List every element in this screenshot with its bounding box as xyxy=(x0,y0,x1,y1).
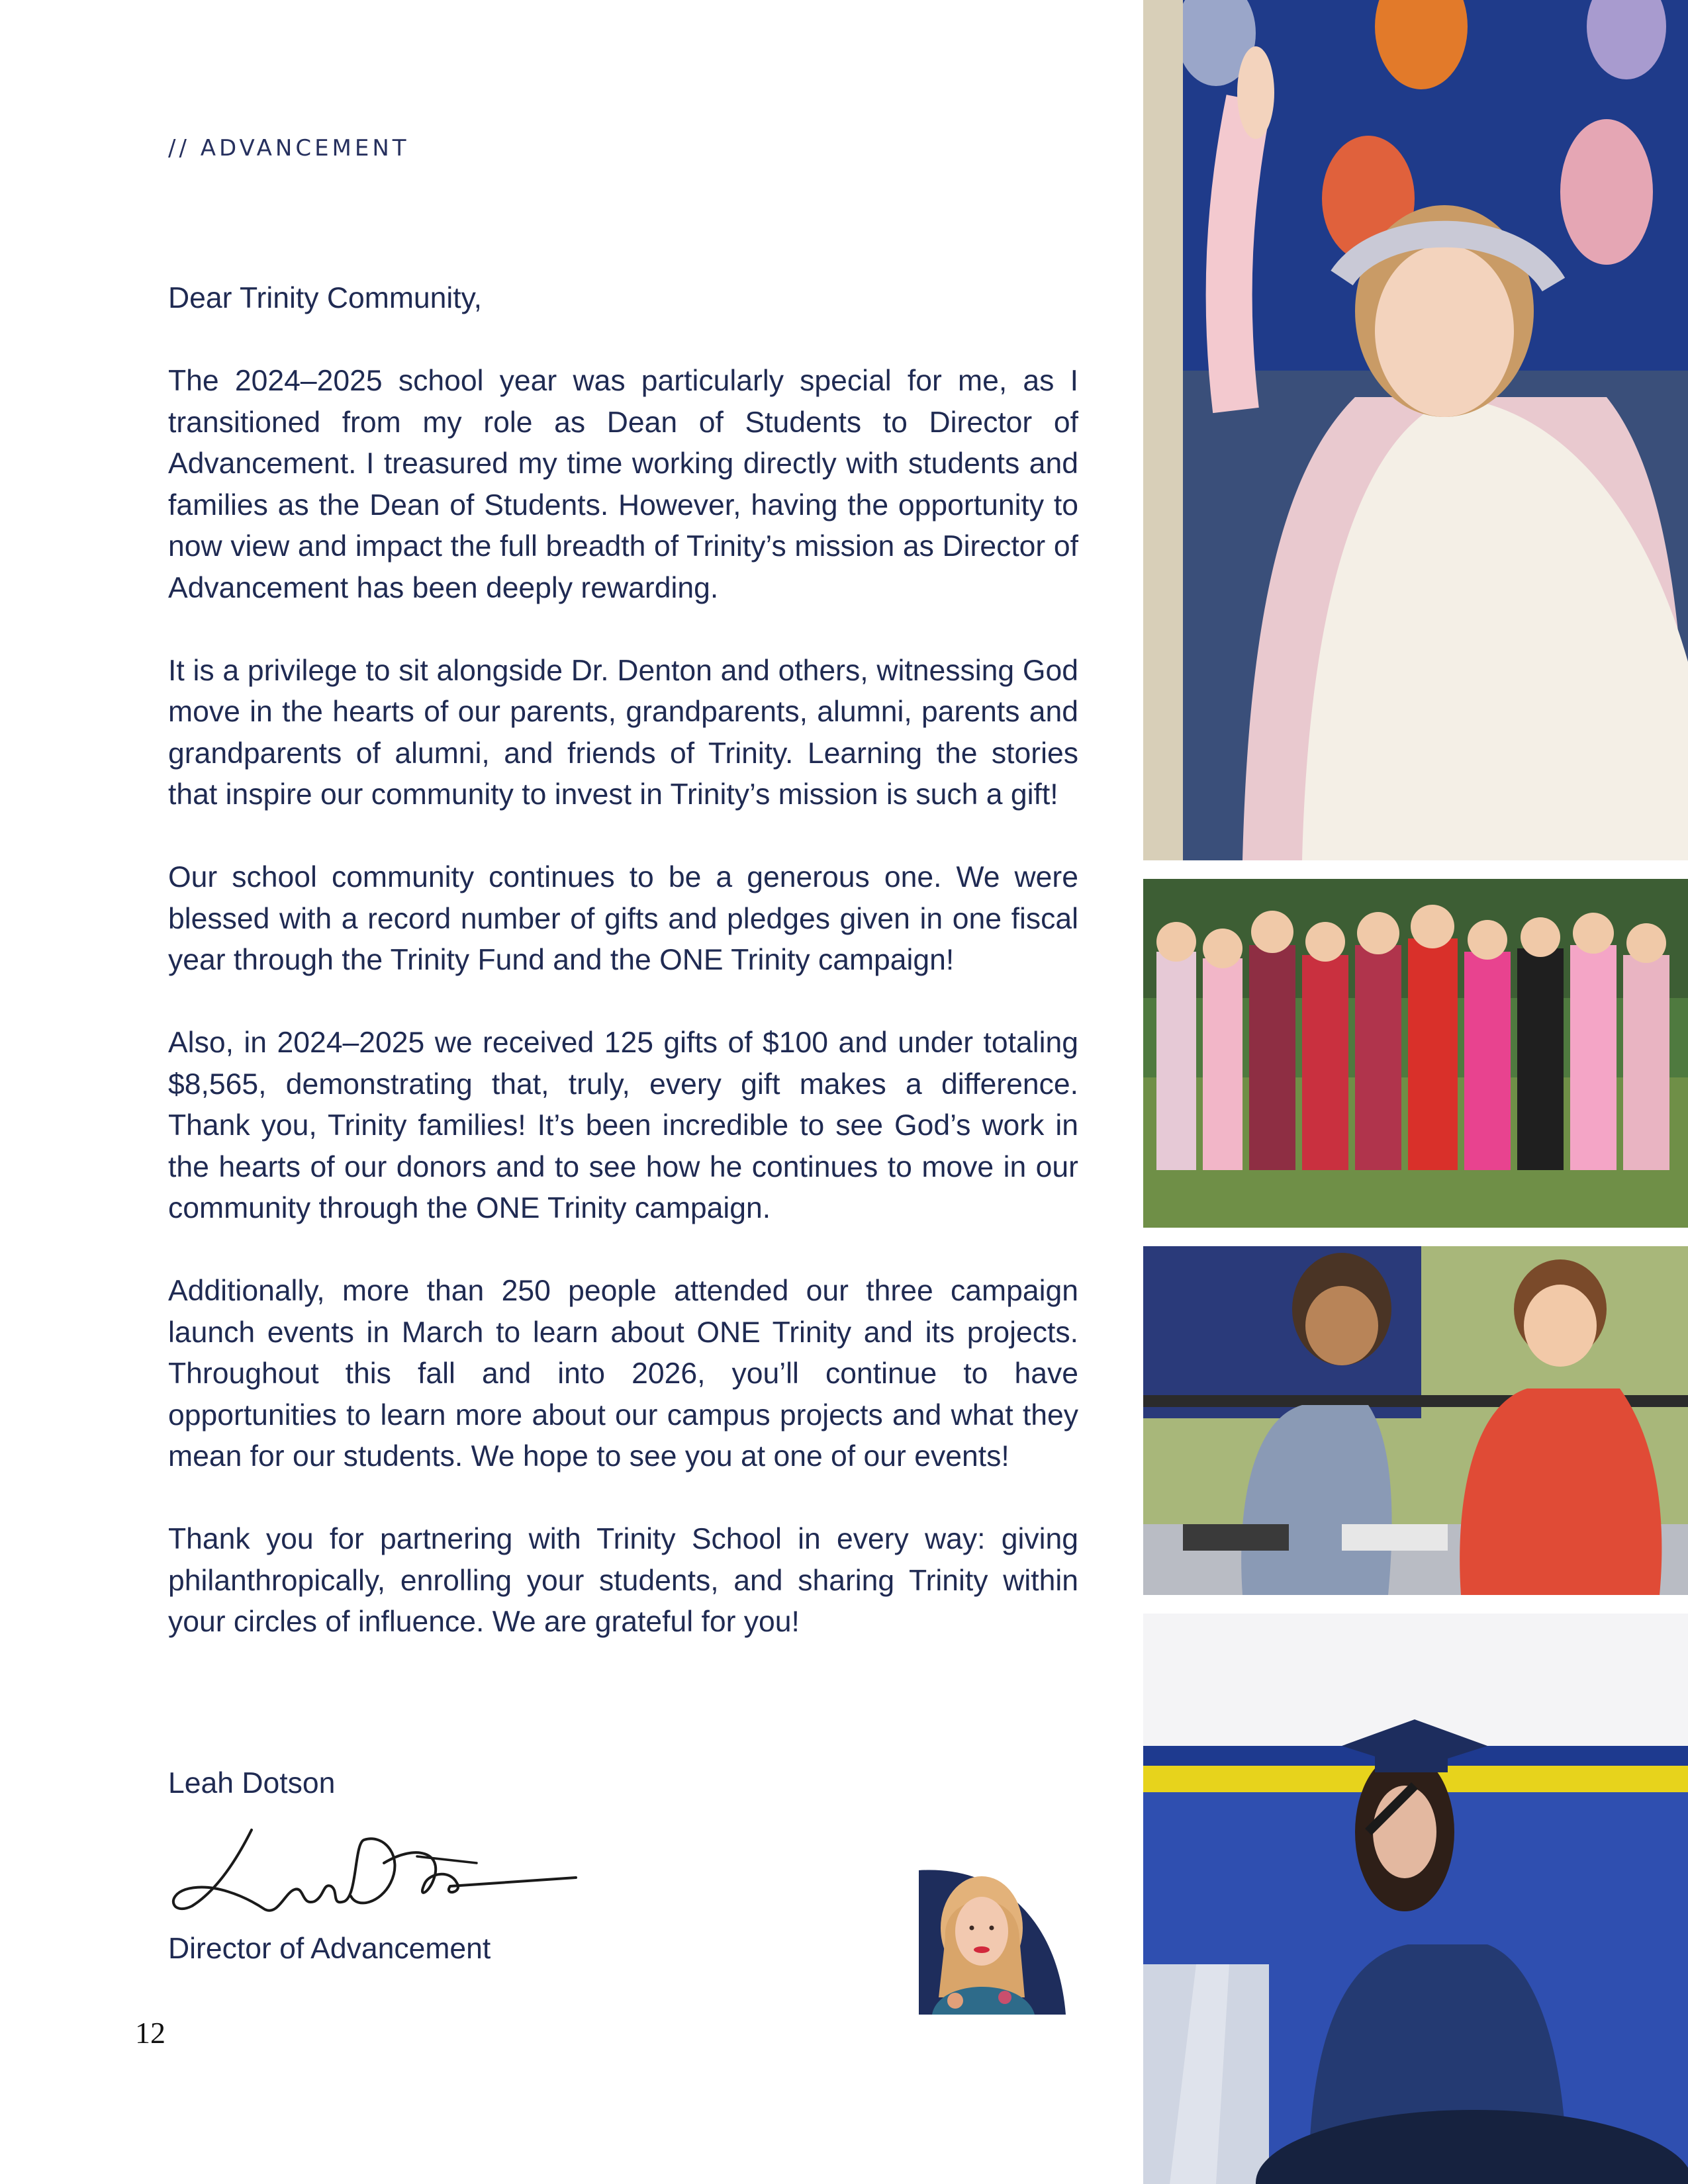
photo-graduation-speaker xyxy=(1143,1614,1688,2184)
letter-paragraph: It is a privilege to sit alongside Dr. Denton and others, witnessing God move in the hearts of our parents, grandparents, alumni, parents and grandparents of alumni, and friends of Trinity. Learning the stories that inspire our community to invest in Trinity’s mission is such a gift! xyxy=(168,654,1078,811)
author-portrait xyxy=(919,1865,1066,2015)
signer-name: Leah Dotson xyxy=(168,1767,336,1799)
signer-title: Director of Advancement xyxy=(168,1933,491,1965)
letter-paragraph: Additionally, more than 250 people attended our three campaign launch events in March to learn about ONE Trinity and its projects. Throughout this fall and into 2026, you’ll continue to have opportunities to learn more about our campus projects and what they mean for our students. We hope to see you at one of our events! xyxy=(168,1275,1078,1473)
photo-child-angel-costume xyxy=(1143,0,1688,860)
photo-students-lineup xyxy=(1143,879,1688,1228)
section-label: // ADVANCEMENT xyxy=(168,135,410,161)
photo-robotics-kids xyxy=(1143,1246,1688,1595)
page-number: 12 xyxy=(135,2016,165,2050)
letter-paragraph: Our school community continues to be a generous one. We were blessed with a record number of gifts and pledges given in one fiscal year through the Trinity Fund and the ONE Trinity campaign! xyxy=(168,861,1078,976)
letter-body xyxy=(168,278,1078,1684)
letter-salutation: Dear Trinity Community, xyxy=(168,282,482,314)
handwritten-signature xyxy=(165,1817,589,1929)
letter-paragraph: Also, in 2024–2025 we received 125 gifts of $100 and under totaling $8,565, demonstrating that, truly, every gift makes a difference. Thank you, Trinity families! It’s been incredible to see God’s work in the hearts of our donors and to see how he continues to move in our community through the ONE Trinity campaign. xyxy=(168,1026,1078,1224)
letter-paragraph: The 2024–2025 school year was particularly special for me, as I transitioned from my role as Dean of Students to Director of Advancement. I treasured my time working directly with students and families as the Dean of Students. However, having the opportunity to now view and impact the full breadth of Trinity’s mission as Director of Advancement has been deeply rewarding. xyxy=(168,365,1078,604)
letter-paragraph: Thank you for partnering with Trinity School in every way: giving philanthropically, enrolling your students, and sharing Trinity within your circles of influence. We are grateful for you! xyxy=(168,1523,1078,1638)
